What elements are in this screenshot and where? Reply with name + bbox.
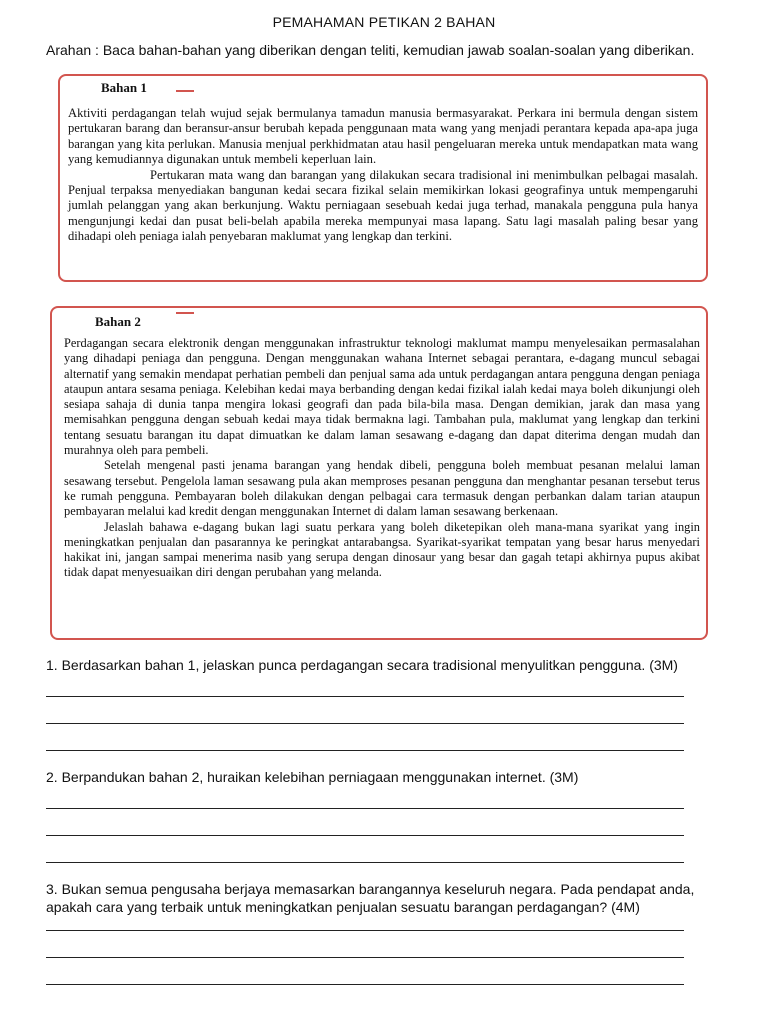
question-3: 3. Bukan semua pengusaha berjaya memasarkan barangannya keseluruh negara. Pada pendapat anda, apakah cara yang terbaik untuk meningkatkan penjualan sesuatu barangan perdagangan? (4M)	[46, 881, 695, 915]
question-2: 2. Berpandukan bahan 2, huraikan kelebihan perniagaan menggunakan internet. (3M)	[46, 769, 579, 785]
answer-line[interactable]	[46, 808, 684, 809]
bahan-2-paragraph-3: Jelaslah bahawa e-dagang bukan lagi suatu perkara yang boleh diketepikan oleh mana-mana syarikat yang ingin meningkatkan penjualan dan pasarannya ke peringkat antarabangsa. Syarikat-syarikat tempatan yang besar harus menyedari hakikat ini, jangan sampai menerima nasib yang serupa dengan dinosaur yang besar dan gagah tetapi akhirnya pupus akibat tidak dapat menyesuaikan diri dengan perubahan yang melanda.	[64, 519, 700, 580]
bahan-2-heading: Bahan 2	[92, 314, 144, 330]
bahan-1-box	[58, 74, 708, 282]
bahan-2-box	[50, 306, 708, 640]
bahan-1-passage	[68, 106, 698, 245]
answer-line[interactable]	[46, 930, 684, 931]
question-1: 1. Berdasarkan bahan 1, jelaskan punca perdagangan secara tradisional menyulitkan pengguna. (3M)	[46, 657, 678, 673]
instruction-text: Arahan : Baca bahan-bahan yang diberikan dengan teliti, kemudian jawab soalan-soalan yang diberikan.	[46, 42, 695, 58]
bahan-2-heading-rule	[176, 312, 194, 314]
bahan-1-heading-rule	[176, 90, 194, 92]
bahan-1-paragraph-1: Aktiviti perdagangan telah wujud sejak bermulanya tamadun manusia bermasyarakat. Perkara ini bermula dengan sistem pertukaran barang dan beransur-ansur berubah kepada penggunaan mata wang yang menjadi perantara kepada apa-apa juga barangan yang kita perlukan. Manusia menjual perkhidmatan atau hasil pengeluaran mereka untuk mendapatkan mata wang yang kemudiannya digunakan untuk membeli keperluan lain.	[68, 106, 698, 167]
bahan-2-paragraph-1: Perdagangan secara elektronik dengan menggunakan infrastruktur teknologi maklumat mampu menyelesaikan permasalahan yang dihadapi peniaga dan pengguna. Dengan menggunakan wahana Internet sebagai perantara, e-dagang muncul sebagai alternatif yang semakin mendapat perhatian pembeli dan penjual sama ada untuk perdagangan antara pengguna dengan peniaga ataupun antara sesama peniaga. Kelebihan kedai maya berbanding dengan kedai fizikal ialah kedai maya boleh dikunjungi oleh sesiapa sahaja di dunia tanpa mengira lokasi geografi dan pada bila-bila masa. Dengan demikian, jarak dan masa yang memisahkan pengguna dengan sebuah kedai maya tidak bermakna lagi. Tambahan pula, maklumat yang lengkap dan terkini tentang sesuatu barangan itu dapat dimuatkan ke dalam laman sesawang e-dagang dan dapat diterima dengan mudah dan murahnya oleh para pembeli.	[64, 336, 700, 458]
bahan-1-paragraph-2: Pertukaran mata wang dan barangan yang dilakukan secara tradisional ini menimbulkan pelbagai masalah. Penjual terpaksa menyediakan bangunan kedai secara fizikal selain memikirkan lokasi geografinya untuk mempengaruhi jumlah pelanggan yang akan berkunjung. Waktu perniagaan sesebuah kedai juga terhad, manakala pengguna pula hanya mengunjungi kedai dan pusat beli-belah apabila mereka mempunyai masa lapang. Satu lagi masalah paling besar yang dihadapi oleh peniaga ialah penyebaran maklumat yang lengkap dan terkini.	[68, 167, 698, 244]
bahan-1-heading: Bahan 1	[98, 80, 150, 96]
answer-line[interactable]	[46, 696, 684, 697]
answer-line[interactable]	[46, 723, 684, 724]
page-title: PEMAHAMAN PETIKAN 2 BAHAN	[272, 14, 496, 30]
bahan-2-paragraph-2: Setelah mengenal pasti jenama barangan yang hendak dibeli, pengguna boleh membuat pesanan melalui laman sesawang tersebut. Pengelola laman sesawang pula akan memproses pesanan pengguna dan menghantar pesanan tersebut terus ke rumah pengguna. Pembayaran boleh dilakukan dengan pelbagai cara termasuk dengan perbankan dalam tarian ataupun pembayaran melalui kad kredit dengan menggunakan Internet di dalam laman sesawang berkenaan.	[64, 458, 700, 519]
answer-line[interactable]	[46, 750, 684, 751]
answer-line[interactable]	[46, 957, 684, 958]
answer-line[interactable]	[46, 862, 684, 863]
answer-line[interactable]	[46, 835, 684, 836]
answer-line[interactable]	[46, 984, 684, 985]
bahan-2-passage	[64, 336, 700, 581]
